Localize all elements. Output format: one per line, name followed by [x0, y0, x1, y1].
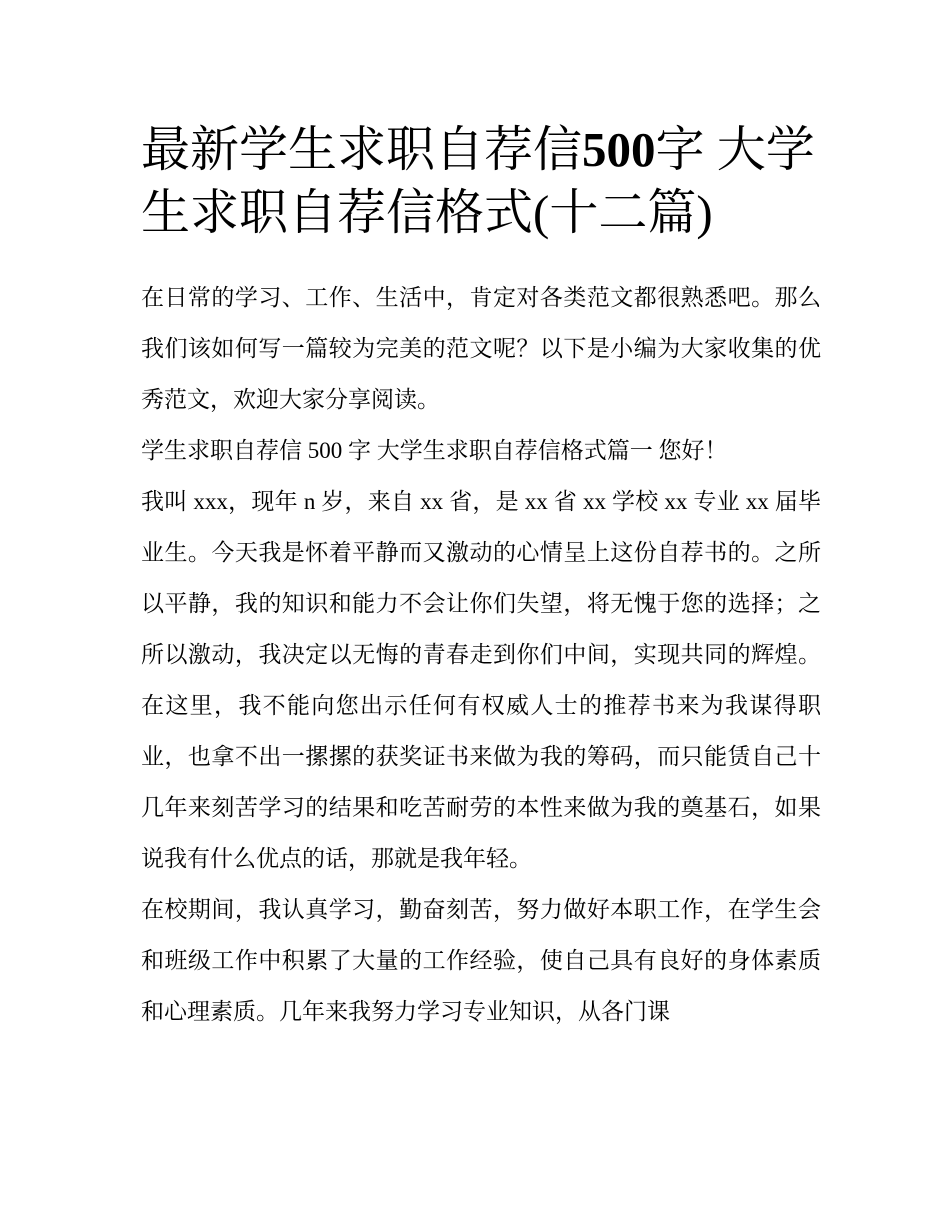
document-body	[141, 272, 821, 1037]
self-introduction-paragraph: 我叫 xxx，现年 n 岁，来自 xx 省，是 xx 省 xx 学校 xx 专业 xx 届毕业生。今天我是怀着平静而又激动的心情呈上这份自荐书的。之所以平静，我的知识和能力不会让你们失望，将无愧于您的选择；之所以激动，我决定以无悔的青春走到你们中间，实现共同的辉煌。在这里，我不能向您出示任何有权威人士的推荐书来为我谋得职业，也拿不出一摞摞的获奖证书来做为我的筹码，而只能赁自己十几年来刻苦学习的结果和吃苦耐劳的本性来做为我的奠基石，如果说我有什么优点的话，那就是我年轻。	[141, 489, 821, 871]
document-title	[141, 118, 821, 244]
title-text-part2: 字 大学生求职自荐信格式(十二篇)	[141, 122, 815, 240]
title-text-part1: 最新学生求职自荐信	[141, 122, 583, 177]
section-heading-paragraph: 学生求职自荐信 500 字 大学生求职自荐信格式篇一 您好！	[141, 438, 728, 463]
title-number: 500	[582, 122, 656, 177]
school-experience-paragraph: 在校期间，我认真学习，勤奋刻苦，努力做好本职工作，在学生会和班级工作中积累了大量的工作经验，使自己具有良好的身体素质和心理素质。几年来我努力学习专业知识，从各门课	[141, 897, 821, 1024]
intro-paragraph: 在日常的学习、工作、生活中，肯定对各类范文都很熟悉吧。那么我们该如何写一篇较为完美的范文呢？以下是小编为大家收集的优秀范文，欢迎大家分享阅读。	[141, 285, 821, 412]
